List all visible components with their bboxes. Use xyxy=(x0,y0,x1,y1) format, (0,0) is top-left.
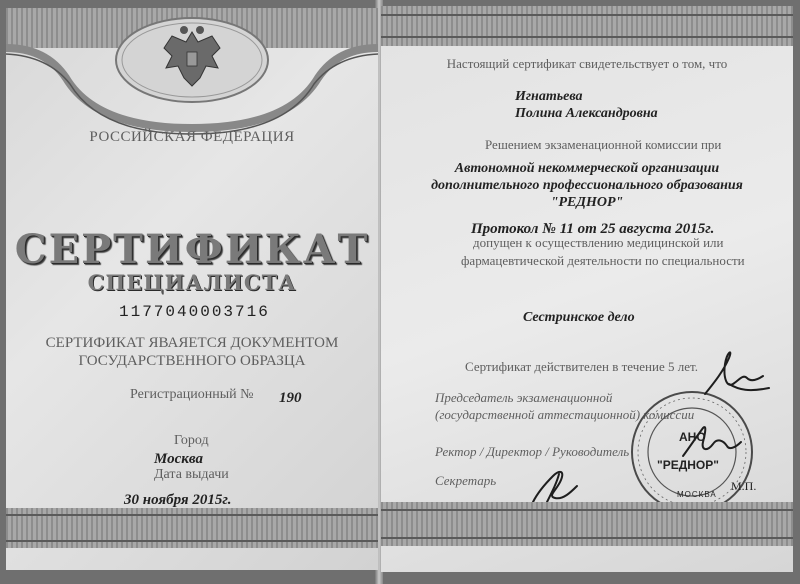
registration-label: Регистрационный № xyxy=(130,387,254,402)
statement-line-1: СЕРТИФИКАТ ЯВАЯЕТСЯ ДОКУМЕНТОМ xyxy=(45,335,339,351)
mp-label: М.П. xyxy=(731,479,757,493)
certificate-title: СЕРТИФИКАТ xyxy=(14,226,370,273)
chair-signature-icon xyxy=(699,344,779,414)
org-line-3: "РЕДНОР" xyxy=(550,195,624,210)
country-label: РОССИЙСКАЯ ФЕДЕРАЦИЯ xyxy=(89,129,295,145)
bottom-guilloche-band xyxy=(381,502,793,546)
rector-label: Ректор / Директор / Руководитель xyxy=(435,444,630,459)
city-value: Москва xyxy=(154,451,203,467)
certificate-number: 1177040003716 xyxy=(119,303,270,321)
certificate-inner-page xyxy=(381,6,793,572)
eagle-emblem-icon xyxy=(112,12,272,112)
stamp-bottom-text: МОСКВА xyxy=(677,490,717,499)
validity-text: Сертификат действителен в течение 5 лет. xyxy=(465,359,698,374)
issue-date-label: Дата выдачи xyxy=(154,467,229,482)
org-line-1: Автономной некоммерческой организации xyxy=(454,161,720,176)
statement-line-2: ГОСУДАРСТВЕННОГО ОБРАЗЦА xyxy=(78,353,306,369)
certificate-subtitle: СПЕЦИАЛИСТА xyxy=(87,270,297,295)
org-line-2: дополнительного профессионального образования xyxy=(431,178,743,193)
chair-label-1: Председатель экзаменационной xyxy=(435,390,613,405)
decision-text: Решением экзаменационной комиссии при xyxy=(485,137,722,152)
admitted-line-2: фармацевтической деятельности по специальности xyxy=(461,253,745,268)
secretary-label: Секретарь xyxy=(435,473,497,488)
stamp-top-text: АНО xyxy=(679,430,706,444)
stamp-middle-text: "РЕДНОР" xyxy=(657,458,719,472)
bottom-guilloche-band xyxy=(6,508,378,548)
city-label: Город xyxy=(174,433,209,448)
specialty-value: Сестринское дело xyxy=(523,310,635,325)
certificate-cover-page xyxy=(6,8,378,570)
top-guilloche-band xyxy=(381,6,793,46)
holder-name: Полина Александровна xyxy=(515,106,658,121)
admitted-line-1: допущен к осуществлению медицинской или xyxy=(473,235,724,250)
issue-date-value: 30 ноября 2015г. xyxy=(124,492,232,508)
registration-number: 190 xyxy=(279,390,302,406)
holder-surname: Игнатьева xyxy=(515,89,583,104)
chair-label-2: (государственной аттестационной) комиссии xyxy=(435,407,695,422)
protocol-text: Протокол № 11 от 25 августа 2015г. xyxy=(471,221,715,237)
rector-signature-icon xyxy=(677,418,747,468)
intro-text: Настоящий сертификат свидетельствует о том, что xyxy=(446,56,728,71)
